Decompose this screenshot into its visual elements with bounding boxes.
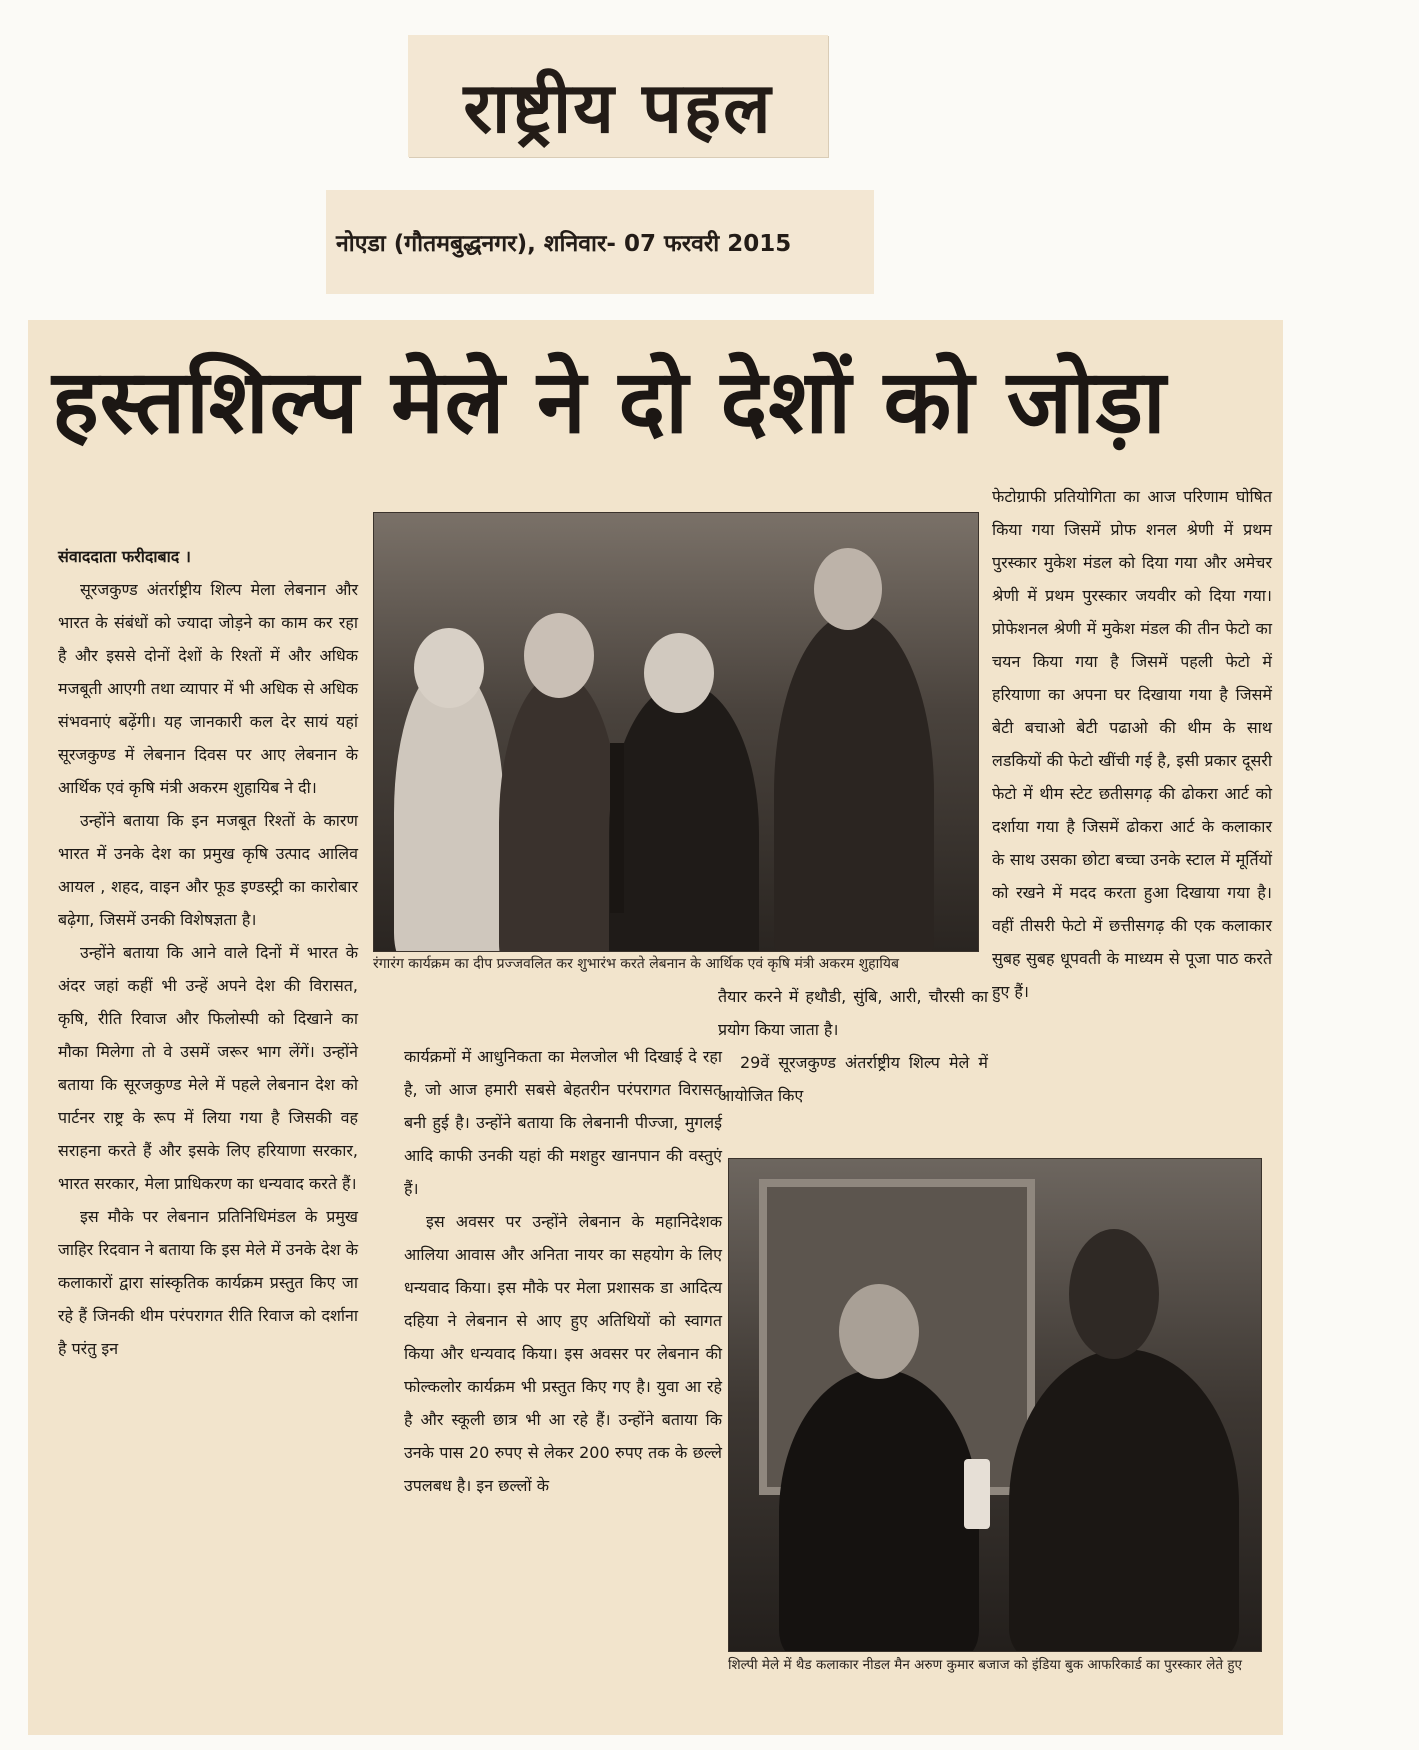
person-figure: [1009, 1349, 1239, 1652]
paragraph: इस अवसर पर उन्होंने लेबनान के महानिदेशक आलिया आवास और अनिता नायर का सहयोग के लिए धन्यवाद किया। इस मौके पर मेला प्रशासक डा आदित्य दहिया ने लेबनान से आए हुए अतिथियों को स्वागत किया और धन्यवाद किया। इस अवसर पर लेबनान की फोल्कलोर कार्यक्रम भी प्रस्तुत किए गए है। युवा आ रहे है और स्कूली छात्र भी आ रहे हैं। उन्होंने बताया कि उनके पास 20 रुपए से लेकर 200 रुपए तक के छल्ले उपलबध है। इन छल्लों के: [404, 1212, 722, 1495]
column-4: [992, 480, 1272, 1008]
headline: हस्तशिल्प मेले ने दो देशों को जोड़ा: [52, 350, 1167, 453]
byline: संवाददाता फरीदाबाद ।: [58, 547, 191, 566]
paragraph: कार्यक्रमों में आधुनिकता का मेलजोल भी दिखाई दे रहा है, जो आज हमारी सबसे बेहतरीन परंपरागत विरासत बनी हुई है। उन्होंने बताया कि लेबनानी पीज्जा, मुगलई आदि काफी उनकी यहां की मशहुर खानपान की वस्तुएं हैं।: [404, 1047, 722, 1198]
paragraph: तैयार करने में हथौडी, सुंबि, आरी, चौरसी का प्रयोग किया जाता है।: [718, 987, 988, 1039]
person-head: [814, 548, 882, 630]
column-1: [58, 540, 358, 1365]
trophy: [964, 1459, 990, 1529]
oil-lamp: [610, 743, 624, 913]
paragraph: फेटोग्राफी प्रतियोगिता का आज परिणाम घोषित किया गया जिसमें प्रोफ शनल श्रेणी में प्रथम पुरस्कार मुकेश मंडल को दिया गया और अमेचर श्रेणी में प्रथम पुरस्कार जयवीर को दिया गया। प्रोफेशनल श्रेणी में मुकेश मंडल की तीन फेटो का चयन किया गया है जिसमें पहली फेटो में हरियाणा का अपना घर दिखाया गया है जिसमें बेटी बचाओ बेटी पढाओ की थीम के साथ लडकियों की फेटो खींची गई है, इसी प्रकार दूसरी फेटो में थीम स्टेट छतीसगढ़ की ढोकरा आर्ट को दर्शाया गया है जिसमें ढोकरा आर्ट के कलाकार के साथ उसका छोटा बच्चा उनके स्टाल में मूर्तियों को रखने में मदद करता हुआ दिखाया गया है। वहीं तीसरी फेटो में छत्तीसगढ़ की एक कलाकार सुबह सुबह धूपवती के माध्यम से पूजा पाठ करते हुए हैं।: [992, 487, 1272, 1001]
paragraph: सूरजकुण्ड अंतर्राष्ट्रीय शिल्प मेला लेबनान और भारत के संबंधों को ज्यादा जोड़ने का काम कर रहा है और इससे दोनों देशों के रिश्तों में और अधिक मजबूती आएगी तथा व्यापार में भी अधिक से अधिक संभवनाएं बढ़ेंगी। यह जानकारी कल देर सायं यहां सूरजकुण्ड में लेबनान दिवस पर आए लेबनान के आर्थिक एवं कृषि मंत्री अकरम शुहायिब ने दी।: [58, 580, 358, 797]
dateline-clipping: [326, 190, 874, 294]
paragraph: उन्होंने बताया कि इन मजबूत रिश्तों के कारण भारत में उनके देश का प्रमुख कृषि उत्पाद आलिव आयल , शहद, वाइन और फूड इण्डस्ट्री का कारोबार बढ़ेगा, जिसमें उनकी विशेषज्ञता है।: [58, 811, 358, 929]
paragraph: 29वें सूरजकुण्ड अंतर्राष्ट्रीय शिल्प मेले में आयोजित किए: [718, 1053, 988, 1105]
masthead-clipping: [408, 35, 828, 157]
photo-lamp-lighting: [373, 512, 979, 952]
column-3: [718, 980, 988, 1112]
person-head: [414, 628, 484, 708]
person-figure: [774, 613, 934, 952]
article-clipping: [28, 320, 1283, 1735]
person-head: [524, 613, 594, 698]
dateline: नोएडा (गौतमबुद्धनगर), शनिवार- 07 फरवरी 2015: [336, 231, 792, 257]
person-figure: [609, 683, 759, 952]
paragraph: उन्होंने बताया कि आने वाले दिनों में भारत के अंदर जहां कहीं भी उन्हें अपने देश की विरासत, कृषि, रीति रिवाज और फिलोस्पी को दिखाने का मौका मिलेगा तो वे उसमें जरूर भाग लेंगें। उन्होंने बताया कि सूरजकुण्ड मेले में पहले लेबनान देश को पार्टनर राष्ट्र के रूप में लिया गया है जिसकी वह सराहना करते हैं और इसके लिए हरियाणा सरकार, भारत सरकार, मेला प्राधिकरण का धन्यवाद करते हैं।: [58, 943, 358, 1193]
person-head: [644, 633, 714, 713]
paragraph: इस मौके पर लेबनान प्रतिनिधिमंडल के प्रमुख जाहिर रिदवान ने बताया कि इस मेले में उनके देश के कलाकारों द्वारा सांस्कृतिक कार्यक्रम प्रस्तुत किए जा रहे हैं जिनकी थीम परंपरागत रीति रिवाज को दर्शाना है परंतु इन: [58, 1207, 358, 1358]
newspaper-masthead: राष्ट्रीय पहल: [463, 66, 773, 149]
column-2: [404, 1040, 722, 1502]
person-head: [839, 1284, 919, 1379]
photo-caption: शिल्पी मेले में थैड कलाकार नीडल मैन अरुण कुमार बजाज को इंडिया बुक आफरिकार्ड का पुरस्कार लेते हुए: [728, 1657, 1243, 1673]
person-figure: [779, 1369, 979, 1652]
person-head: [1069, 1229, 1159, 1359]
person-figure: [499, 673, 619, 952]
photo-caption: रंगारंग कार्यक्रम का दीप प्रज्जवलित कर शुभारंभ करते लेबनान के आर्थिक एवं कृषि मंत्री अकरम शुहायिब: [373, 956, 899, 972]
photo-award-ceremony: [728, 1158, 1262, 1652]
